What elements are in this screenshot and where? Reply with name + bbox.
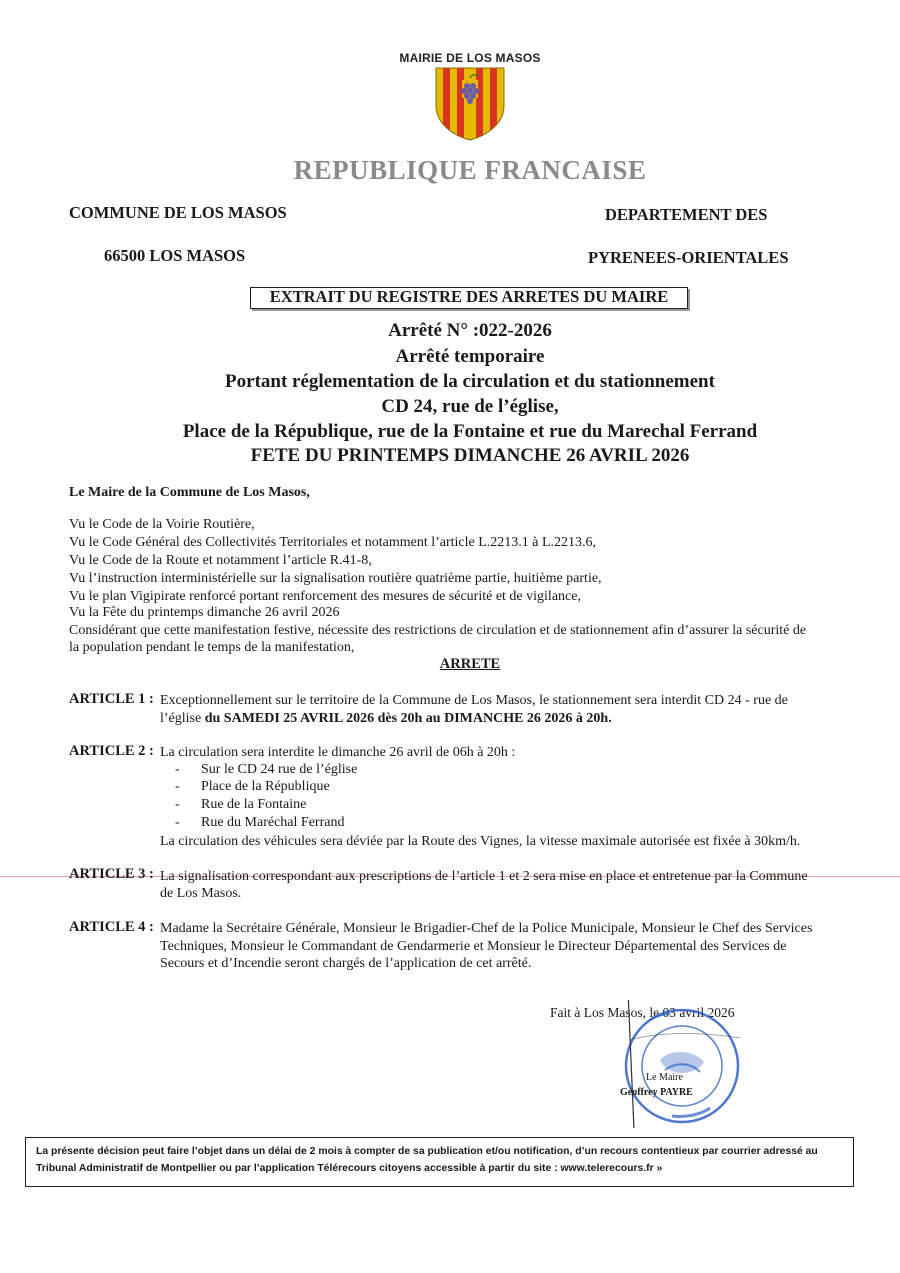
vu-line: Vu le Code de la Voirie Routière, — [69, 517, 255, 532]
article-4-line: Madame la Secrétaire Générale, Monsieur le Brigadier-Chef de la Police Municipale, Monsieur le Chef des Services — [160, 921, 813, 936]
coat-of-arms-icon — [434, 66, 506, 142]
signature-role: Le Maire — [646, 1072, 683, 1083]
article-1-line2 — [160, 710, 870, 728]
street-item: Rue de la Fontaine — [201, 797, 307, 812]
commune-name: COMMUNE DE LOS MASOS — [69, 203, 287, 222]
vu-line: Vu l’instruction interministérielle sur la signalisation routière quatrième partie, huitième partie, — [69, 571, 602, 586]
footer-line: Tribunal Administratif de Montpellier ou par l’application Télérecours citoyens accessible à partir du site : www.telerecours.fr » — [36, 1163, 663, 1174]
bullet-mark: - — [175, 797, 180, 812]
bullet-mark: - — [175, 815, 180, 830]
signature-name: Geoffrey PAYRE — [620, 1087, 693, 1098]
article-4-line: Techniques, Monsieur le Commandant de Gendarmerie et Monsieur le Directeur Départemental des Services de — [160, 939, 787, 954]
vu-line: Vu la Fête du printemps dimanche 26 avril 2026 — [69, 605, 340, 620]
departement-line1: DEPARTEMENT DES — [605, 205, 768, 224]
considerant-line: Considérant que cette manifestation festive, nécessite des restrictions de circulation et de stationnement afin d’assurer la sécurité de — [69, 623, 807, 638]
arrete-number: Arrêté N° :022-2026 — [388, 320, 552, 341]
vu-line: Vu le plan Vigipirate renforcé portant renforcement des mesures de sécurité et de vigilance, — [69, 589, 581, 604]
vu-line: Vu le Code de la Route et notamment l’article R.41-8, — [69, 553, 372, 568]
article-1-line2-plain: l’église — [160, 711, 205, 726]
article-1-line: Exceptionnellement sur le territoire de la Commune de Los Masos, le stationnement sera interdit CD 24 - rue de — [160, 693, 788, 708]
article-3-line: de Los Masos. — [160, 886, 242, 901]
arrete-location-2: Place de la République, rue de la Fontaine et rue du Marechal Ferrand — [182, 421, 758, 442]
departement-line2: PYRENEES-ORIENTALES — [588, 248, 789, 267]
article-3-line: La signalisation correspondant aux prescriptions de l’article 1 et 2 sera mise en place et entretenue par la Commune — [160, 869, 808, 884]
street-item: Sur le CD 24 rue de l’église — [201, 762, 358, 777]
footer-line: La présente décision peut faire l’objet dans un délai de 2 mois à compter de sa publication et/ou notification, d’un recours contentieux par courrier adressé au — [36, 1146, 818, 1157]
article-1-label: ARTICLE 1 : — [69, 691, 154, 707]
official-stamp-icon — [620, 1000, 750, 1128]
article-1-dates: du SAMEDI 25 AVRIL 2026 dès 20h au DIMANCHE 26 2026 à 20h. — [204, 711, 612, 726]
article-2-line-end: La circulation des véhicules sera déviée par la Route des Vignes, la vitesse maximale autorisée est fixée à 30km/h. — [160, 834, 801, 849]
article-4-label: ARTICLE 4 : — [69, 919, 154, 935]
mairie-label: MAIRIE DE LOS MASOS — [399, 51, 541, 65]
arrete-location-1: CD 24, rue de l’église, — [381, 396, 559, 417]
street-item: Rue du Maréchal Ferrand — [201, 815, 345, 830]
considerant-line: la population pendant le temps de la manifestation, — [69, 640, 355, 655]
vu-line: Vu le Code Général des Collectivités Territoriales et notamment l’article L.2213.1 à L.2213.6, — [69, 535, 597, 550]
article-2-line: La circulation sera interdite le dimanche 26 avril de 06h à 20h : — [160, 745, 516, 760]
commune-postal: 66500 LOS MASOS — [104, 246, 246, 265]
arrete-event: FETE DU PRINTEMPS DIMANCHE 26 AVRIL 2026 — [250, 445, 690, 466]
article-4-line: Secours et d’Incendie seront chargés de l’application de cet arrêté. — [160, 956, 532, 971]
republique-title: REPUBLIQUE FRANCAISE — [293, 155, 647, 185]
arrete-heading: ARRETE — [439, 656, 501, 672]
arrete-subject: Portant réglementation de la circulation et du stationnement — [225, 371, 715, 392]
bullet-mark: - — [175, 762, 180, 777]
footer-notice — [36, 1143, 848, 1177]
article-3-label: ARTICLE 3 : — [69, 866, 154, 882]
fait-a-text: Fait à Los Masos, le 03 avril 2026 — [550, 1005, 735, 1020]
extrait-heading: EXTRAIT DU REGISTRE DES ARRETES DU MAIRE — [269, 287, 669, 306]
article-2-label: ARTICLE 2 : — [69, 743, 154, 759]
street-item: Place de la République — [201, 779, 330, 794]
arrete-type: Arrêté temporaire — [395, 346, 545, 367]
bullet-mark: - — [175, 779, 180, 794]
intro-text: Le Maire de la Commune de Los Masos, — [69, 485, 310, 500]
